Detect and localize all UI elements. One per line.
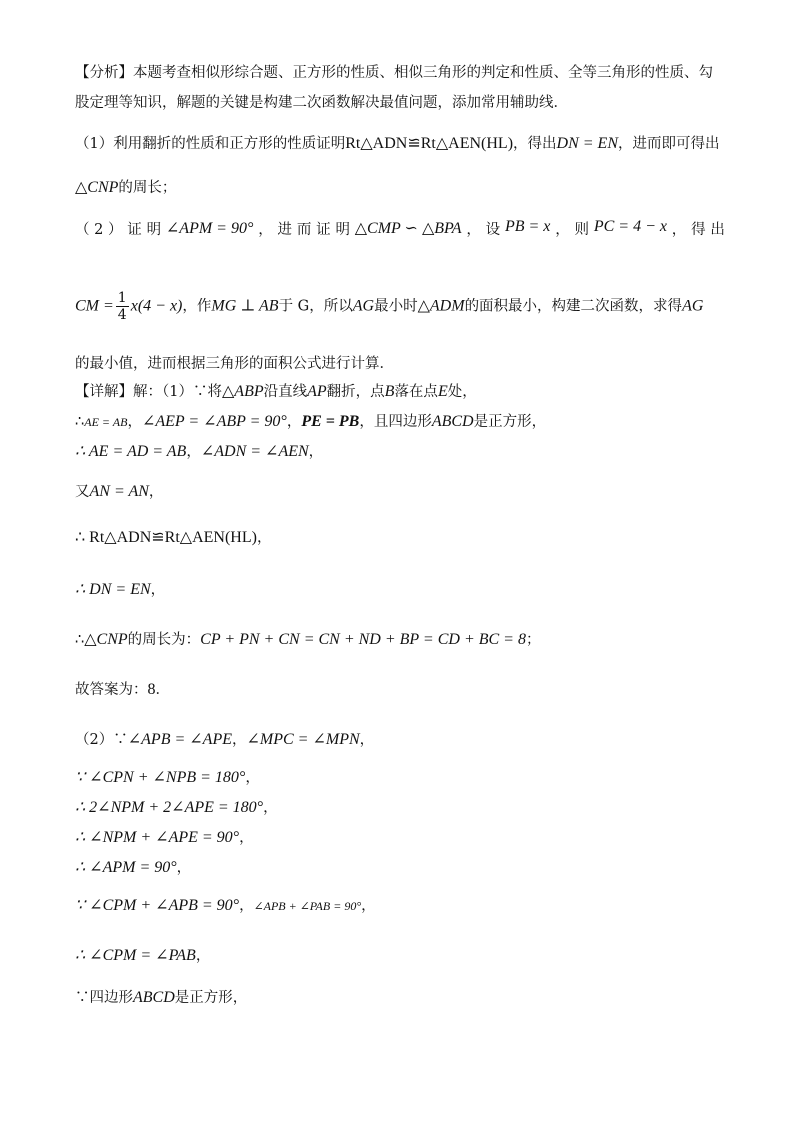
- text: ∴: [75, 414, 85, 430]
- text: ；: [525, 632, 541, 648]
- text: ，: [148, 484, 164, 500]
- text: 的周长；: [118, 180, 177, 196]
- math-expr: AG: [352, 297, 375, 315]
- analysis-intro: [75, 58, 725, 118]
- detail-line7: [75, 628, 540, 649]
- analysis-part2-line1: [75, 218, 725, 239]
- text: 处，: [447, 384, 477, 400]
- text: ，: [150, 582, 166, 598]
- text: 又: [75, 484, 90, 500]
- fraction-denominator: 4: [117, 307, 127, 323]
- text: ，: [286, 414, 302, 430]
- text: 最小时: [374, 298, 418, 315]
- text: ，: [361, 898, 376, 914]
- math-expr: ∵ ∠CPN + ∠NPB = 180°: [75, 769, 246, 786]
- text: ，: [263, 800, 278, 816]
- token: 出: [710, 222, 725, 238]
- fraction-numerator: 1: [117, 290, 127, 306]
- math-expr: ∵ ∠CPM + ∠APB = 90°: [75, 897, 240, 914]
- text: （1）利用翻折的性质和正方形的性质证明: [75, 136, 346, 152]
- detail-p2-line4: [75, 826, 254, 847]
- token: （ 2 ）: [75, 222, 123, 238]
- text: ，: [308, 444, 324, 460]
- text: ，得出: [513, 136, 557, 152]
- token: ∠APM = 90°: [165, 220, 254, 237]
- text: ．: [155, 682, 170, 698]
- detail-p2-line6: [75, 894, 376, 915]
- token: 得: [691, 222, 706, 238]
- math-expr: ∴ ∠CPM = ∠PAB: [75, 947, 196, 964]
- detail-p2-line3: [75, 796, 278, 817]
- math-expr: △ADM: [417, 297, 465, 315]
- text: ，: [239, 898, 254, 914]
- detail-line6: [75, 578, 165, 599]
- detail-bracket: 【详解】: [75, 384, 133, 400]
- math-expr: x(4 − x): [130, 297, 183, 315]
- detail-p2-line1: [75, 728, 374, 749]
- text: 沿直线: [263, 384, 308, 400]
- detail-line3: [75, 440, 323, 461]
- token: ，: [555, 222, 570, 238]
- token: 明: [146, 222, 162, 238]
- math-expr: ∠APB + ∠PAB = 90°: [253, 899, 362, 913]
- math-expr: △CNP: [84, 631, 128, 648]
- math-expr: ∠ADN = ∠AEN: [200, 443, 309, 460]
- text: 是正方形，: [473, 414, 547, 430]
- text: 的周长为：: [127, 632, 201, 648]
- math-expr: Rt△ADN≌Rt△AEN(HL): [345, 135, 514, 152]
- math-expr: ABCD: [431, 413, 474, 430]
- math-expr: DN = EN: [556, 135, 618, 152]
- analysis-part1-cont: [75, 176, 176, 197]
- detail-answer: [75, 678, 170, 699]
- token: 明: [335, 222, 350, 238]
- text: 翻折，点: [326, 384, 385, 400]
- text: ，且四边形: [359, 414, 432, 430]
- math-expr: E: [437, 383, 448, 400]
- token: 则: [574, 222, 590, 238]
- analysis-part2-line2: [75, 290, 703, 323]
- math-expr: CP + PN + CN = CN + ND + BP = CD + BC = 8: [200, 631, 526, 648]
- text: （2）∵: [75, 732, 128, 748]
- math-expr: AE = AB: [84, 415, 128, 429]
- math-expr: ∠MPC = ∠MPN: [246, 731, 360, 748]
- detail-line5: [75, 526, 271, 547]
- analysis-bracket: 【分析】: [75, 65, 133, 81]
- math-expr: △CNP: [75, 179, 119, 196]
- token: 而: [296, 222, 312, 238]
- math-expr: ABCD: [133, 989, 175, 1006]
- detail-line4: [75, 480, 163, 501]
- token: PB = x: [504, 218, 551, 235]
- math-expr: ∴ 2∠NPM + 2∠APE = 180°: [75, 799, 264, 816]
- math-expr: CM =: [75, 297, 114, 315]
- text: 的面积最小，构建二次函数，求得: [464, 298, 683, 315]
- answer-value: 8: [147, 681, 156, 698]
- text: ∴: [75, 632, 85, 648]
- math-expr: AP: [307, 383, 327, 400]
- text: ，: [176, 860, 192, 876]
- analysis-part2-end: 的最小值，进而根据三角形的面积公式进行计算．: [75, 356, 394, 372]
- detail-p2-line8: [75, 986, 247, 1007]
- math-expr: AG: [682, 297, 704, 315]
- math-expr: ∠APB = ∠APE: [127, 731, 232, 748]
- token: 设: [485, 222, 501, 238]
- text: 是正方形，: [174, 990, 248, 1006]
- text: 解：（1）∵将: [133, 384, 222, 400]
- math-expr: ∴ ∠NPM + ∠APE = 90°: [75, 829, 240, 846]
- token: ，: [258, 222, 273, 238]
- text: ，: [195, 948, 211, 964]
- detail-line1: [75, 380, 477, 401]
- math-expr: ∴ AE = AD = AB: [75, 443, 187, 460]
- detail-p2-line2: [75, 766, 260, 787]
- text: ，: [231, 732, 247, 748]
- text: ，进而即可得出: [617, 136, 720, 152]
- detail-p2-line5: [75, 856, 191, 877]
- math-expr: MG ⊥ AB: [211, 297, 279, 315]
- detail-line2: [75, 410, 546, 431]
- math-expr: △ABP: [221, 383, 264, 400]
- token: 进: [277, 222, 292, 238]
- math-expr: ∴ Rt△ADN≌Rt△AEN(HL): [75, 529, 257, 546]
- math-expr: B: [384, 383, 395, 400]
- math-expr: ∴ DN = EN: [75, 581, 151, 598]
- math-expr: ∠AEP = ∠ABP = 90°: [141, 413, 287, 430]
- text: ∵四边形: [75, 990, 133, 1006]
- detail-p2-line7: [75, 944, 210, 965]
- token: 证: [127, 222, 142, 238]
- text: 故答案为：: [75, 682, 148, 698]
- token: ，: [466, 222, 481, 238]
- token: 证: [316, 222, 331, 238]
- math-expr: ∴ ∠APM = 90°: [75, 859, 177, 876]
- math-expr: PE = PB: [301, 413, 360, 430]
- math-expr: AN = AN: [89, 483, 149, 500]
- text: ，: [186, 444, 201, 460]
- token: △CMP ∽ △BPA: [354, 220, 462, 237]
- fraction: [116, 290, 129, 323]
- token: ，: [671, 222, 687, 238]
- token: PC = 4 − x: [593, 218, 667, 235]
- analysis-part1: [75, 132, 719, 153]
- text: ，: [256, 530, 272, 546]
- text: ，: [127, 414, 142, 430]
- text: 于 G，所以: [278, 298, 353, 315]
- analysis-intro-text: 本题考查相似形综合题、正方形的性质、相似三角形的判定和性质、全等三角形的性质、勾股定理等知识，解题的关键是构建二次函数解决最值问题，添加常用辅助线．: [75, 65, 713, 111]
- text: 落在点: [394, 384, 438, 400]
- text: ，: [239, 830, 254, 846]
- text: ，: [359, 732, 375, 748]
- text: ，作: [182, 298, 212, 315]
- text: ，: [245, 770, 260, 786]
